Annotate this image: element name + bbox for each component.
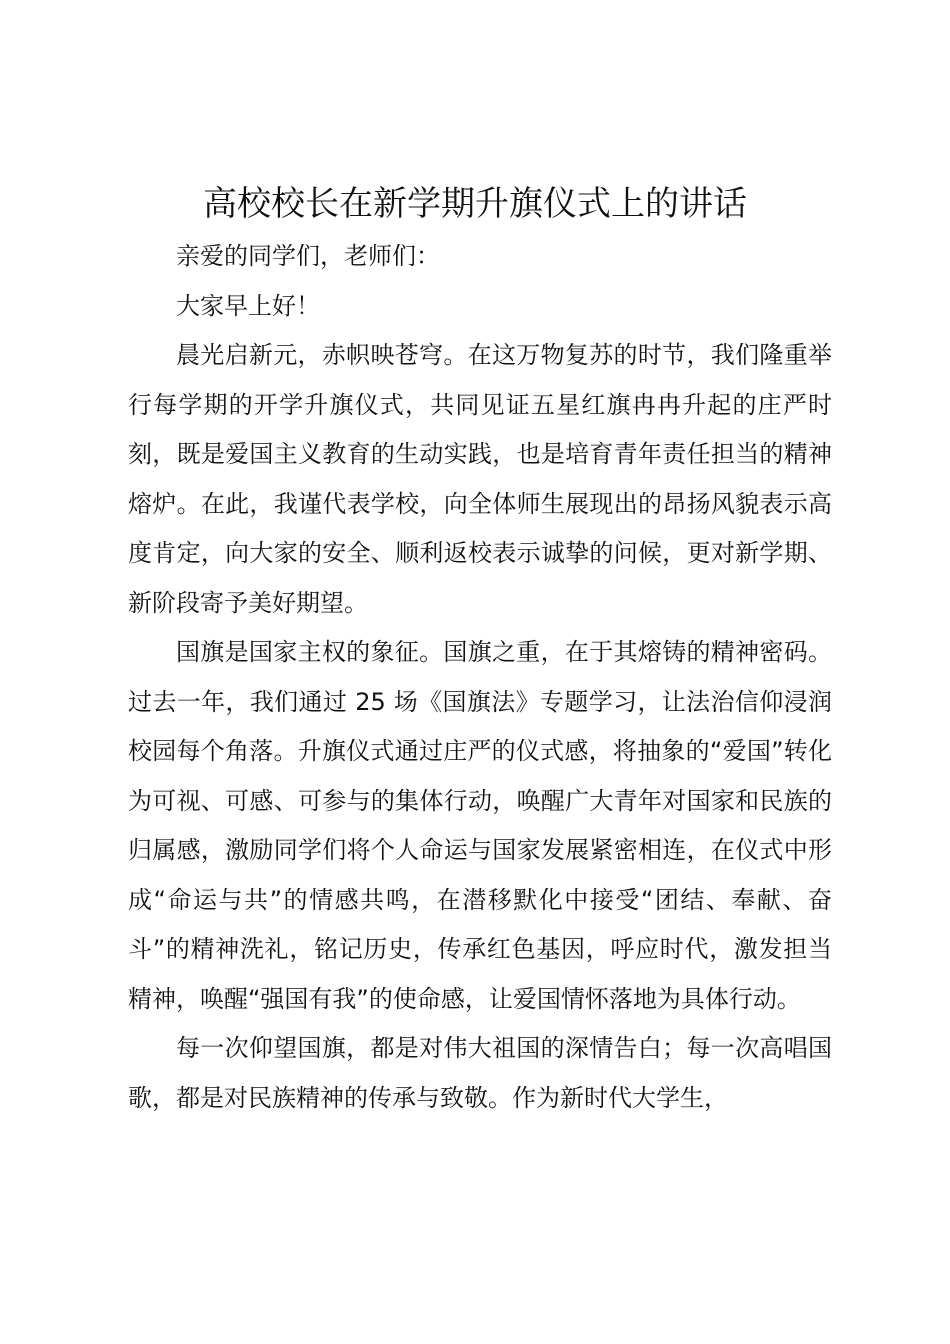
document-body <box>128 232 832 1123</box>
greeting-paragraph: 大家早上好！ <box>176 291 320 320</box>
body-paragraph: 晨光启新元，赤帜映苍穹。在这万物复苏的时节，我们隆重举行每学期的开学升旗仪式，共同见证五星红旗冉冉升起的庄严时刻，既是爱国主义教育的生动实践，也是培育青年责任担当的精神熔炉。在此，我谨代表学校，向全体师生展现出的昂扬风貌表示高度肯定，向大家的安全、顺利返校表示诚挚的问候，更对新学期、新阶段寄予美好期望。 <box>128 341 832 617</box>
body-paragraph: 国旗是国家主权的象征。国旗之重，在于其熔铸的精神密码。过去一年，我们通过 25 场《国旗法》专题学习，让法治信仰浸润校园每个角落。升旗仪式通过庄严的仪式感，将抽象的“爱国”转化为可视、可感、可参与的集体行动，唤醒广大青年对国家和民族的归属感，激励同学们将个人命运与国家发展紧密相连，在仪式中形成“命运与共”的情感共鸣，在潜移默化中接受“团结、奉献、奋斗”的精神洗礼，铭记历史，传承红色基因，呼应时代，激发担当精神，唤醒“强国有我”的使命感，让爱国情怀落地为具体行动。 <box>128 638 832 1013</box>
salutation-paragraph: 亲爱的同学们，老师们： <box>176 242 440 270</box>
document-title: 高校校长在新学期升旗仪式上的讲话 <box>203 184 747 224</box>
body-paragraph: 每一次仰望国旗，都是对伟大祖国的深情告白；每一次高唱国歌，都是对民族精神的传承与致敬。作为新时代大学生， <box>128 1034 832 1112</box>
